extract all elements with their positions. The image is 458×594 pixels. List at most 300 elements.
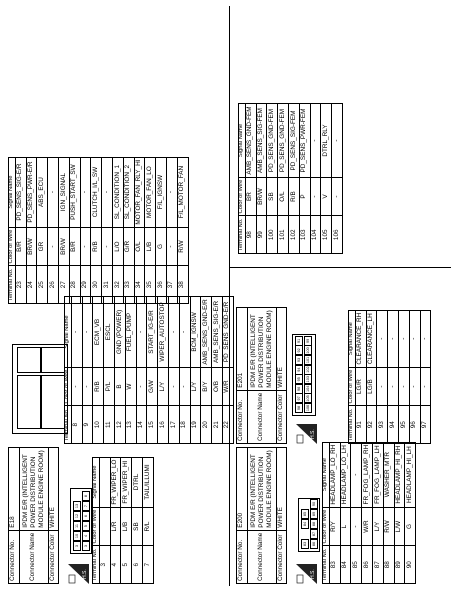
hs-symbol xyxy=(68,564,89,584)
wire-color-cell: P xyxy=(299,177,310,216)
wire-color-cell: G xyxy=(156,227,167,266)
signal-name-cell: ECM_VB xyxy=(93,297,104,367)
table-row xyxy=(134,157,145,303)
hs-icon xyxy=(296,564,317,584)
terminal-no-cell: 87 xyxy=(372,546,383,584)
pin: 102 xyxy=(306,366,310,373)
terminal-no-cell: 20 xyxy=(201,406,212,444)
terminal-no-cell: 25 xyxy=(37,266,48,304)
wire-color-cell: B xyxy=(114,367,125,406)
table-row xyxy=(299,104,310,254)
connector-name-line: POWER DISTRIBUTION xyxy=(29,456,37,528)
signal-name-cell: - xyxy=(71,297,82,367)
terminal-no-cell: 38 xyxy=(177,266,188,304)
signal-name-cell: FUEL_PUMP xyxy=(125,297,136,367)
wire-color-cell: - xyxy=(80,227,91,266)
signal-name-cell: HEADLAMP_LO_LH xyxy=(340,442,351,507)
signal-name-cell: GND (POWER) xyxy=(114,297,125,367)
wire-color-cell: L/Y xyxy=(190,367,201,406)
table-row xyxy=(37,157,48,303)
table-row xyxy=(132,457,143,583)
pin: 105 xyxy=(306,395,310,402)
signal-name-cell: CLUTCH_I/L_SW xyxy=(91,157,102,227)
terminal-no-cell: 90 xyxy=(405,546,416,584)
connector-color-label: Connector Color xyxy=(276,530,287,583)
e18-connector-cavity-group xyxy=(41,347,65,373)
pin: 96 xyxy=(295,384,303,394)
terminal-no-cell: 91 xyxy=(355,406,366,444)
pin: 5 xyxy=(82,521,90,531)
table-row xyxy=(102,157,113,303)
terminal-no-cell: 33 xyxy=(123,266,134,304)
wire-color-cell: - xyxy=(179,367,190,406)
signal-name-cell xyxy=(99,457,110,507)
signal-name-cell: AMB_SENS_SIG-FEM xyxy=(256,104,267,177)
signal-name-cell: F/L_IGNSW xyxy=(156,157,167,227)
table-row xyxy=(409,310,420,443)
terminal-no-cell: 5 xyxy=(121,546,132,584)
pin: 104 xyxy=(306,385,310,392)
table-row xyxy=(332,104,343,254)
wire-color-cell: - xyxy=(420,367,431,406)
wire-color-cell: R/W xyxy=(177,227,188,266)
col-header-signal: Signal Name xyxy=(9,157,16,227)
hs-icon xyxy=(296,424,317,444)
e18-header-table xyxy=(8,447,59,584)
connector-name-label: Connector Name xyxy=(247,390,276,443)
table-row xyxy=(340,442,351,583)
wire-color-cell: BR/W xyxy=(26,227,37,266)
col-header-terminal: Terminal No. xyxy=(349,406,356,444)
connector-name-label: Connector Name xyxy=(19,530,48,583)
table-row xyxy=(142,457,153,583)
wire-color-cell: L/B xyxy=(145,227,156,266)
table-row xyxy=(136,297,147,444)
wire-color-cell: - xyxy=(409,367,420,406)
terminal-no-cell: 106 xyxy=(332,216,343,254)
e18-connector-cavity-group xyxy=(17,375,41,429)
col-header-color: Color of Wire xyxy=(349,367,356,406)
e200-connector-face xyxy=(298,498,320,552)
e200-header-table xyxy=(236,447,287,584)
pin: 101 xyxy=(306,356,310,364)
signal-name-cell: PD_SENS_PWR-FEM xyxy=(299,104,310,177)
signal-name-cell: - xyxy=(82,297,93,367)
wire-color-cell: L/W xyxy=(394,507,405,546)
e201-terminal-table-2 xyxy=(238,103,343,254)
hs-symbol xyxy=(296,564,317,584)
wire-color-cell: L/Y xyxy=(158,367,169,406)
pin: 92 xyxy=(295,345,303,355)
pin: 4 xyxy=(82,531,90,541)
table-row xyxy=(420,310,431,443)
table-row xyxy=(99,457,110,583)
terminal-no-cell: 88 xyxy=(383,546,394,584)
table-row xyxy=(156,157,167,303)
table-row xyxy=(190,297,201,444)
terminal-no-cell: 100 xyxy=(267,216,278,254)
table-row xyxy=(123,157,134,303)
terminal-no-cell: 31 xyxy=(102,266,113,304)
col-header-terminal: Terminal No. xyxy=(93,546,100,584)
signal-name-cell: - xyxy=(332,104,343,177)
signal-name-cell: WIPER_AUTOSTOP xyxy=(158,297,169,367)
table-row xyxy=(372,442,383,583)
e201-connector-face xyxy=(292,334,316,416)
table-row xyxy=(398,310,409,443)
terminal-no-cell: 23 xyxy=(15,266,26,304)
pin: 100 xyxy=(306,347,310,354)
wire-color-cell: G/R xyxy=(123,227,134,266)
table-row xyxy=(168,297,179,444)
pin: 6 xyxy=(82,511,90,521)
connector-color-label: Connector Color xyxy=(276,390,287,443)
wire-color-cell: BR xyxy=(245,177,256,216)
pin: 12 xyxy=(73,511,81,521)
table-row xyxy=(351,442,362,583)
terminal-no-cell: 37 xyxy=(166,266,177,304)
terminal-no-cell: 105 xyxy=(321,216,332,254)
table-row xyxy=(82,297,93,444)
terminal-no-cell: 13 xyxy=(125,406,136,444)
terminal-no-cell: 4 xyxy=(110,546,121,584)
terminal-no-cell: 102 xyxy=(288,216,299,254)
e18-terminal-table-1 xyxy=(92,457,154,584)
e18-connector-face-small xyxy=(70,488,92,554)
terminal-no-cell: 86 xyxy=(362,546,373,584)
connector-no-value: E201 xyxy=(237,308,248,390)
terminal-no-cell: 22 xyxy=(222,406,233,444)
wire-color-cell: W/R xyxy=(362,507,373,546)
table-row xyxy=(26,157,37,303)
pin: 89 xyxy=(310,509,318,519)
terminal-no-cell: 35 xyxy=(145,266,156,304)
wire-color-cell: O/L xyxy=(134,227,145,266)
terminal-no-cell: 8 xyxy=(71,406,82,444)
col-header-terminal: Terminal No. xyxy=(9,266,16,304)
wire-color-cell: GR xyxy=(37,227,48,266)
pin: 88 xyxy=(310,519,318,529)
col-header-color: Color of Wire xyxy=(9,227,16,266)
wire-color-cell: L/O xyxy=(112,227,123,266)
terminal-no-cell: 15 xyxy=(147,406,158,444)
terminal-no-cell: 17 xyxy=(168,406,179,444)
wire-color-cell: SB xyxy=(132,507,143,546)
col-header-signal: Signal Name xyxy=(349,310,356,367)
terminal-no-cell: 93 xyxy=(377,406,388,444)
terminal-no-cell: 96 xyxy=(409,406,420,444)
e200-terminal-table xyxy=(322,442,416,584)
signal-name-cell: ESCL xyxy=(104,297,115,367)
terminal-no-cell: 85 xyxy=(351,546,362,584)
wire-color-cell: R/L xyxy=(142,507,153,546)
connector-name-line: MODULE ENGINE ROOM) xyxy=(265,450,273,528)
table-row xyxy=(377,310,388,443)
connector-color-value: WHITE xyxy=(48,448,59,530)
table-row xyxy=(278,104,289,254)
connector-color-value: WHITE xyxy=(276,308,287,390)
table-row xyxy=(366,310,377,443)
pin: 13 xyxy=(73,501,81,511)
wire-color-cell: L/R xyxy=(110,507,121,546)
pin: 99 xyxy=(304,336,312,346)
terminal-no-cell: 24 xyxy=(26,266,37,304)
table-row xyxy=(329,442,340,583)
signal-name-cell: ABS_ECU xyxy=(37,157,48,227)
wire-color-cell: - xyxy=(71,367,82,406)
connector-color-label: Connector Color xyxy=(48,530,59,583)
col-header-color: Color of Wire xyxy=(239,177,246,216)
pin: 86 xyxy=(310,539,318,549)
wire-color-cell: L xyxy=(340,507,351,546)
connector-no-value: E200 xyxy=(237,448,248,530)
wire-color-cell: BR/W xyxy=(58,227,69,266)
terminal-no-cell: 34 xyxy=(134,266,145,304)
hs-icon xyxy=(68,564,89,584)
terminal-no-cell: 104 xyxy=(310,216,321,254)
wire-color-cell: - xyxy=(48,227,59,266)
e201-terminal-table-1 xyxy=(348,310,431,444)
col-header-terminal: Terminal No. xyxy=(323,546,330,584)
terminal-no-cell: 14 xyxy=(136,406,147,444)
col-header-signal: Signal Name xyxy=(323,442,330,507)
terminal-no-cell: 27 xyxy=(58,266,69,304)
wire-color-cell: R/B xyxy=(93,367,104,406)
wire-color-cell: W xyxy=(125,367,136,406)
table-row xyxy=(71,297,82,444)
hs-label: H.S. xyxy=(82,569,88,579)
wire-color-cell: L/B xyxy=(121,507,132,546)
signal-name-cell: FR_FOG_LAMP_LH xyxy=(372,442,383,507)
connector-name-line: POWER DISTRIBUTION xyxy=(257,316,265,388)
signal-name-cell: PD_SENS_GND-FEM xyxy=(278,104,289,177)
wire-color-cell: LG/B xyxy=(366,367,377,406)
connector-name-value xyxy=(19,448,48,530)
connector-e200-block xyxy=(236,447,316,584)
table-row xyxy=(245,104,256,254)
signal-name-cell: CLEARANCE_LH xyxy=(366,310,377,367)
terminal-no-cell: 3 xyxy=(99,546,110,584)
table-row xyxy=(125,297,136,444)
table-row xyxy=(145,157,156,303)
signal-name-cell: PUSH_START_SW xyxy=(69,157,80,227)
pin: 93 xyxy=(295,355,303,365)
table-row xyxy=(80,157,91,303)
pin: 95 xyxy=(295,374,303,384)
table-row xyxy=(121,457,132,583)
connector-no-label: Connector No. xyxy=(237,390,248,443)
terminal-no-cell: 16 xyxy=(158,406,169,444)
signal-name-cell: MOTOR_FAN_LO xyxy=(145,157,156,227)
wire-color-cell: O/L xyxy=(278,177,289,216)
terminal-no-cell: 26 xyxy=(48,266,59,304)
signal-name-cell: HEADLAMP_HI_RH xyxy=(394,442,405,507)
table-row xyxy=(388,310,399,443)
pin: 97 xyxy=(295,393,303,403)
signal-name-cell: FR_FOG_LAMP_RH xyxy=(362,442,373,507)
connector-no-value: E18 xyxy=(9,448,20,530)
col-header-signal: Signal Name xyxy=(65,297,72,367)
col-header-color: Color of Wire xyxy=(65,367,72,406)
wire-color-cell: R/Y xyxy=(329,507,340,546)
wire-color-cell: LG/R xyxy=(355,367,366,406)
col-header-color: Color of Wire xyxy=(93,507,100,546)
connector-name-line: IPDM E/R (INTELLIGENT xyxy=(249,454,257,528)
table-row xyxy=(355,310,366,443)
wire-color-cell: - xyxy=(388,367,399,406)
terminal-no-cell: 36 xyxy=(156,266,167,304)
pin: 103 xyxy=(306,376,310,383)
connector-no-label: Connector No. xyxy=(9,530,20,583)
terminal-no-cell: 98 xyxy=(245,216,256,254)
signal-name-cell: AMB_SENS_GND-FEM xyxy=(245,104,256,177)
terminal-no-cell: 21 xyxy=(212,406,223,444)
col-header-terminal: Terminal No. xyxy=(65,406,72,444)
connector-name-label: Connector Name xyxy=(247,530,276,583)
connector-name-value xyxy=(247,308,276,390)
table-row xyxy=(93,297,104,444)
pin: 11 xyxy=(73,521,81,531)
terminal-no-cell: 12 xyxy=(114,406,125,444)
col-header-color: Color of Wire xyxy=(323,507,330,546)
connector-e201-block xyxy=(236,307,316,444)
pin: 91 xyxy=(295,336,303,346)
e18-terminal-table-2 xyxy=(64,296,234,444)
pin: 85 xyxy=(301,509,309,519)
wire-color-cell xyxy=(99,507,110,546)
signal-name-cell: PD_SENS_PWR-E/R xyxy=(26,157,37,227)
connector-name-line: IPDM E/R (INTELLIGENT xyxy=(21,454,29,528)
table-row xyxy=(288,104,299,254)
wire-color-cell: G xyxy=(405,507,416,546)
table-row xyxy=(321,104,332,254)
pin: 90 xyxy=(310,499,318,509)
signal-name-cell: F/L_MOTOR_FAN xyxy=(177,157,188,227)
terminal-no-cell: 94 xyxy=(388,406,399,444)
connector-no-label: Connector No. xyxy=(237,530,248,583)
signal-name-cell: BCM_IGNSW xyxy=(190,297,201,367)
e18-connector-cavity-group xyxy=(41,375,65,429)
pin: 8 xyxy=(82,491,90,501)
terminal-no-cell: 18 xyxy=(179,406,190,444)
table-row xyxy=(91,157,102,303)
wire-color-cell: SB xyxy=(267,177,278,216)
table-row xyxy=(114,297,125,444)
wire-color-cell: - xyxy=(166,227,177,266)
table-row xyxy=(256,104,267,254)
pin: 84 xyxy=(301,519,309,529)
wire-color-cell: P/L xyxy=(104,367,115,406)
terminal-no-cell: 19 xyxy=(190,406,201,444)
signal-name-cell: - xyxy=(166,157,177,227)
wire-color-cell: R/B xyxy=(288,177,299,216)
connector-name-line: IPDM E/R (INTELLIGENT xyxy=(249,314,257,388)
e18-connector-face-large xyxy=(12,344,68,434)
wire-color-cell: - xyxy=(82,367,93,406)
signal-name-cell: MOTOR_FAN_RLY_HI xyxy=(134,157,145,227)
wire-color-cell: O/B xyxy=(212,367,223,406)
signal-name-cell: - xyxy=(420,310,431,367)
pin: 10 xyxy=(73,531,81,541)
table-row xyxy=(212,297,223,444)
table-row xyxy=(177,157,188,303)
terminal-no-cell: 97 xyxy=(420,406,431,444)
signal-name-cell: AMB_SENS_GND-E/R xyxy=(201,297,212,367)
terminal-no-cell: 101 xyxy=(278,216,289,254)
table-row xyxy=(201,297,212,444)
wire-color-cell: R/W xyxy=(383,507,394,546)
wire-color-cell: L/Y xyxy=(372,507,383,546)
signal-name-cell: HEADLAMP_HI_LH xyxy=(405,442,416,507)
table-row xyxy=(383,442,394,583)
wire-color-cell: R/B xyxy=(91,227,102,266)
table-row xyxy=(147,297,158,444)
pin: 87 xyxy=(310,529,318,539)
col-header-signal: Signal Name xyxy=(93,457,100,507)
wire-color-cell: - xyxy=(168,367,179,406)
e18-connector-cavity-group xyxy=(17,347,41,373)
pin: 106 xyxy=(306,404,310,412)
signal-name-cell: - xyxy=(398,310,409,367)
signal-name-cell: START_IG-E/R xyxy=(147,297,158,367)
connector-color-value: WHITE xyxy=(276,448,287,530)
signal-name-cell: - xyxy=(351,442,362,507)
table-row xyxy=(362,442,373,583)
wire-color-cell: - xyxy=(102,227,113,266)
terminal-no-cell: 84 xyxy=(340,546,351,584)
terminal-no-cell: 30 xyxy=(91,266,102,304)
signal-name-cell: PD_SENS_SIG-E/R xyxy=(15,157,26,227)
terminal-no-cell: 89 xyxy=(394,546,405,584)
table-row xyxy=(394,442,405,583)
signal-name-cell: - xyxy=(168,297,179,367)
signal-name-cell: - xyxy=(310,104,321,177)
signal-name-cell: - xyxy=(409,310,420,367)
terminal-no-cell: 29 xyxy=(80,266,91,304)
hs-symbol xyxy=(296,424,317,444)
table-row xyxy=(166,157,177,303)
wire-color-cell: B/Y xyxy=(201,367,212,406)
table-row xyxy=(112,157,123,303)
col-header-terminal: Terminal No. xyxy=(239,216,246,254)
signal-name-cell: DTRL_RLY xyxy=(321,104,332,177)
signal-name-cell: - xyxy=(388,310,399,367)
signal-name-cell: SL_CONDITION_1 xyxy=(112,157,123,227)
terminal-no-cell: 95 xyxy=(398,406,409,444)
signal-name-cell: - xyxy=(102,157,113,227)
wire-color-cell: V xyxy=(321,177,332,216)
pin: 3 xyxy=(82,541,90,551)
wire-color-cell: - xyxy=(310,177,321,216)
connector-name-line: MODULE ENGINE ROOM) xyxy=(265,310,273,388)
signal-name-cell: DTRL xyxy=(132,457,143,507)
terminal-no-cell: 6 xyxy=(132,546,143,584)
table-row xyxy=(104,297,115,444)
wire-color-cell: - xyxy=(351,507,362,546)
table-row xyxy=(58,157,69,303)
table-row xyxy=(310,104,321,254)
wire-color-cell: B/R xyxy=(15,227,26,266)
signal-name-cell: PD_SENS_GND-E/R xyxy=(222,297,233,367)
signal-name-cell: AMB_SENS_SIG-E/R xyxy=(212,297,223,367)
wire-color-cell: - xyxy=(136,367,147,406)
section-divider-vertical xyxy=(229,267,451,268)
wire-color-cell: W/R xyxy=(222,367,233,406)
table-row xyxy=(15,157,26,303)
e201-header-table xyxy=(236,307,287,444)
terminal-no-cell: 10 xyxy=(93,406,104,444)
wire-color-cell: BR/W xyxy=(256,177,267,216)
